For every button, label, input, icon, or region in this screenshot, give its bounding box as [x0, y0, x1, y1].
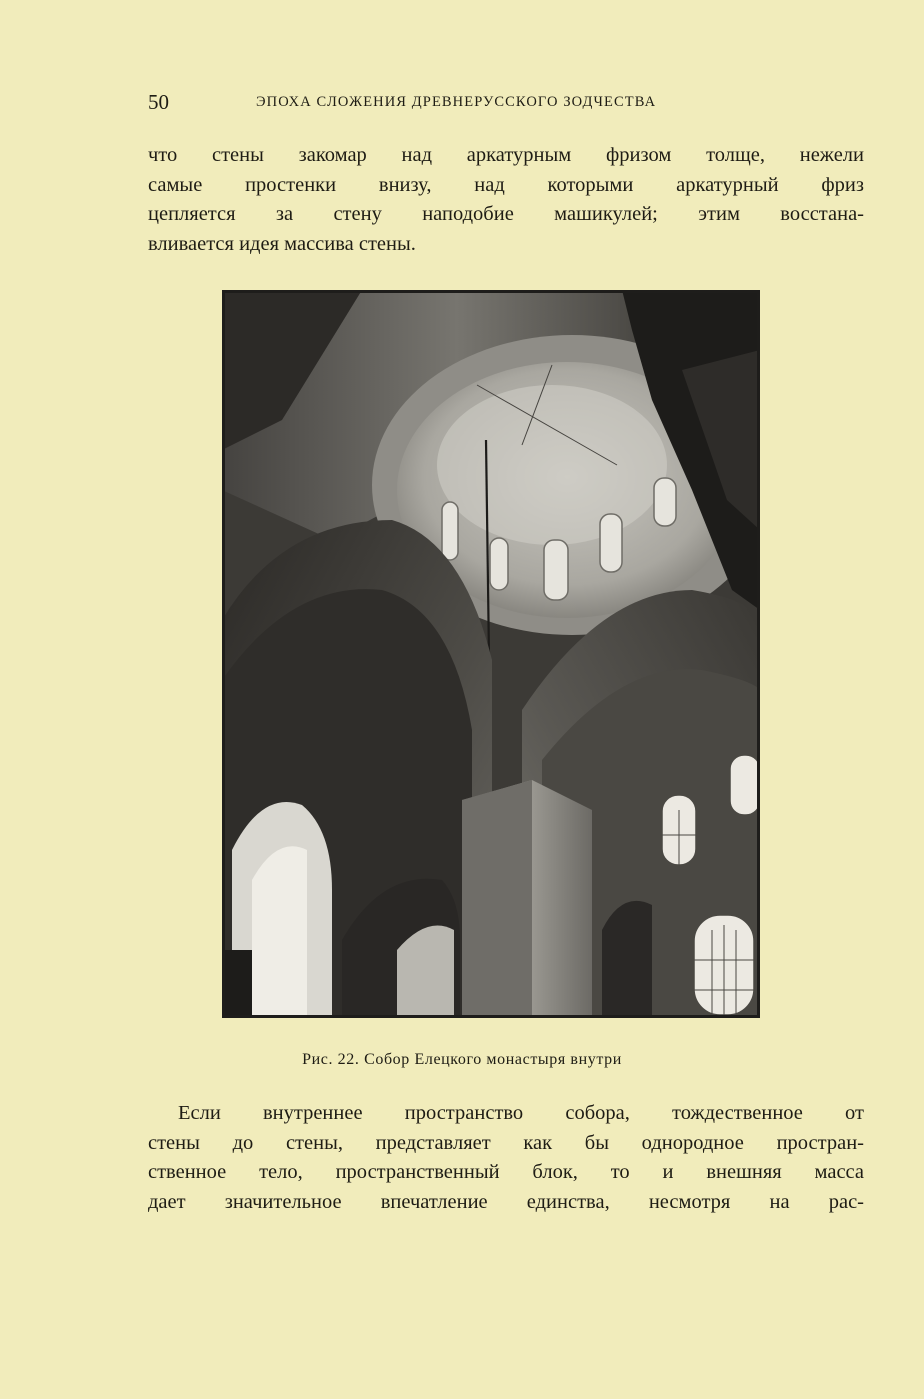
text-line: цепляется за стену наподобие машикулей; этим восстана- [148, 203, 864, 225]
text-line: что стены закомар над аркатурным фризом толще, нежели [148, 144, 864, 166]
cathedral-interior-photo [222, 290, 760, 1018]
text-line: вливается идея массива стены. [148, 232, 416, 255]
text-line: самые простенки внизу, над которыми аркатурный фриз [148, 173, 864, 196]
text-line: дает значительное впечатление единства, несмотря на рас- [148, 1190, 864, 1213]
figure-caption: Рис. 22. Собор Елецкого монастыря внутри [302, 1051, 622, 1068]
running-title: ЭПОХА СЛОЖЕНИЯ ДРЕВНЕРУССКОГО ЗОДЧЕСТВА [256, 94, 657, 110]
running-head [148, 90, 864, 116]
page-number: 50 [148, 90, 169, 114]
text-line: ственное тело, пространственный блок, то и внешняя масса [148, 1161, 864, 1183]
paragraph-bottom [148, 1099, 864, 1217]
text-line: стены до стены, представляет как бы однородное простран- [148, 1131, 864, 1154]
paragraph-top [148, 141, 864, 259]
text-line: Если внутреннее пространство собора, тождественное от [178, 1102, 864, 1124]
